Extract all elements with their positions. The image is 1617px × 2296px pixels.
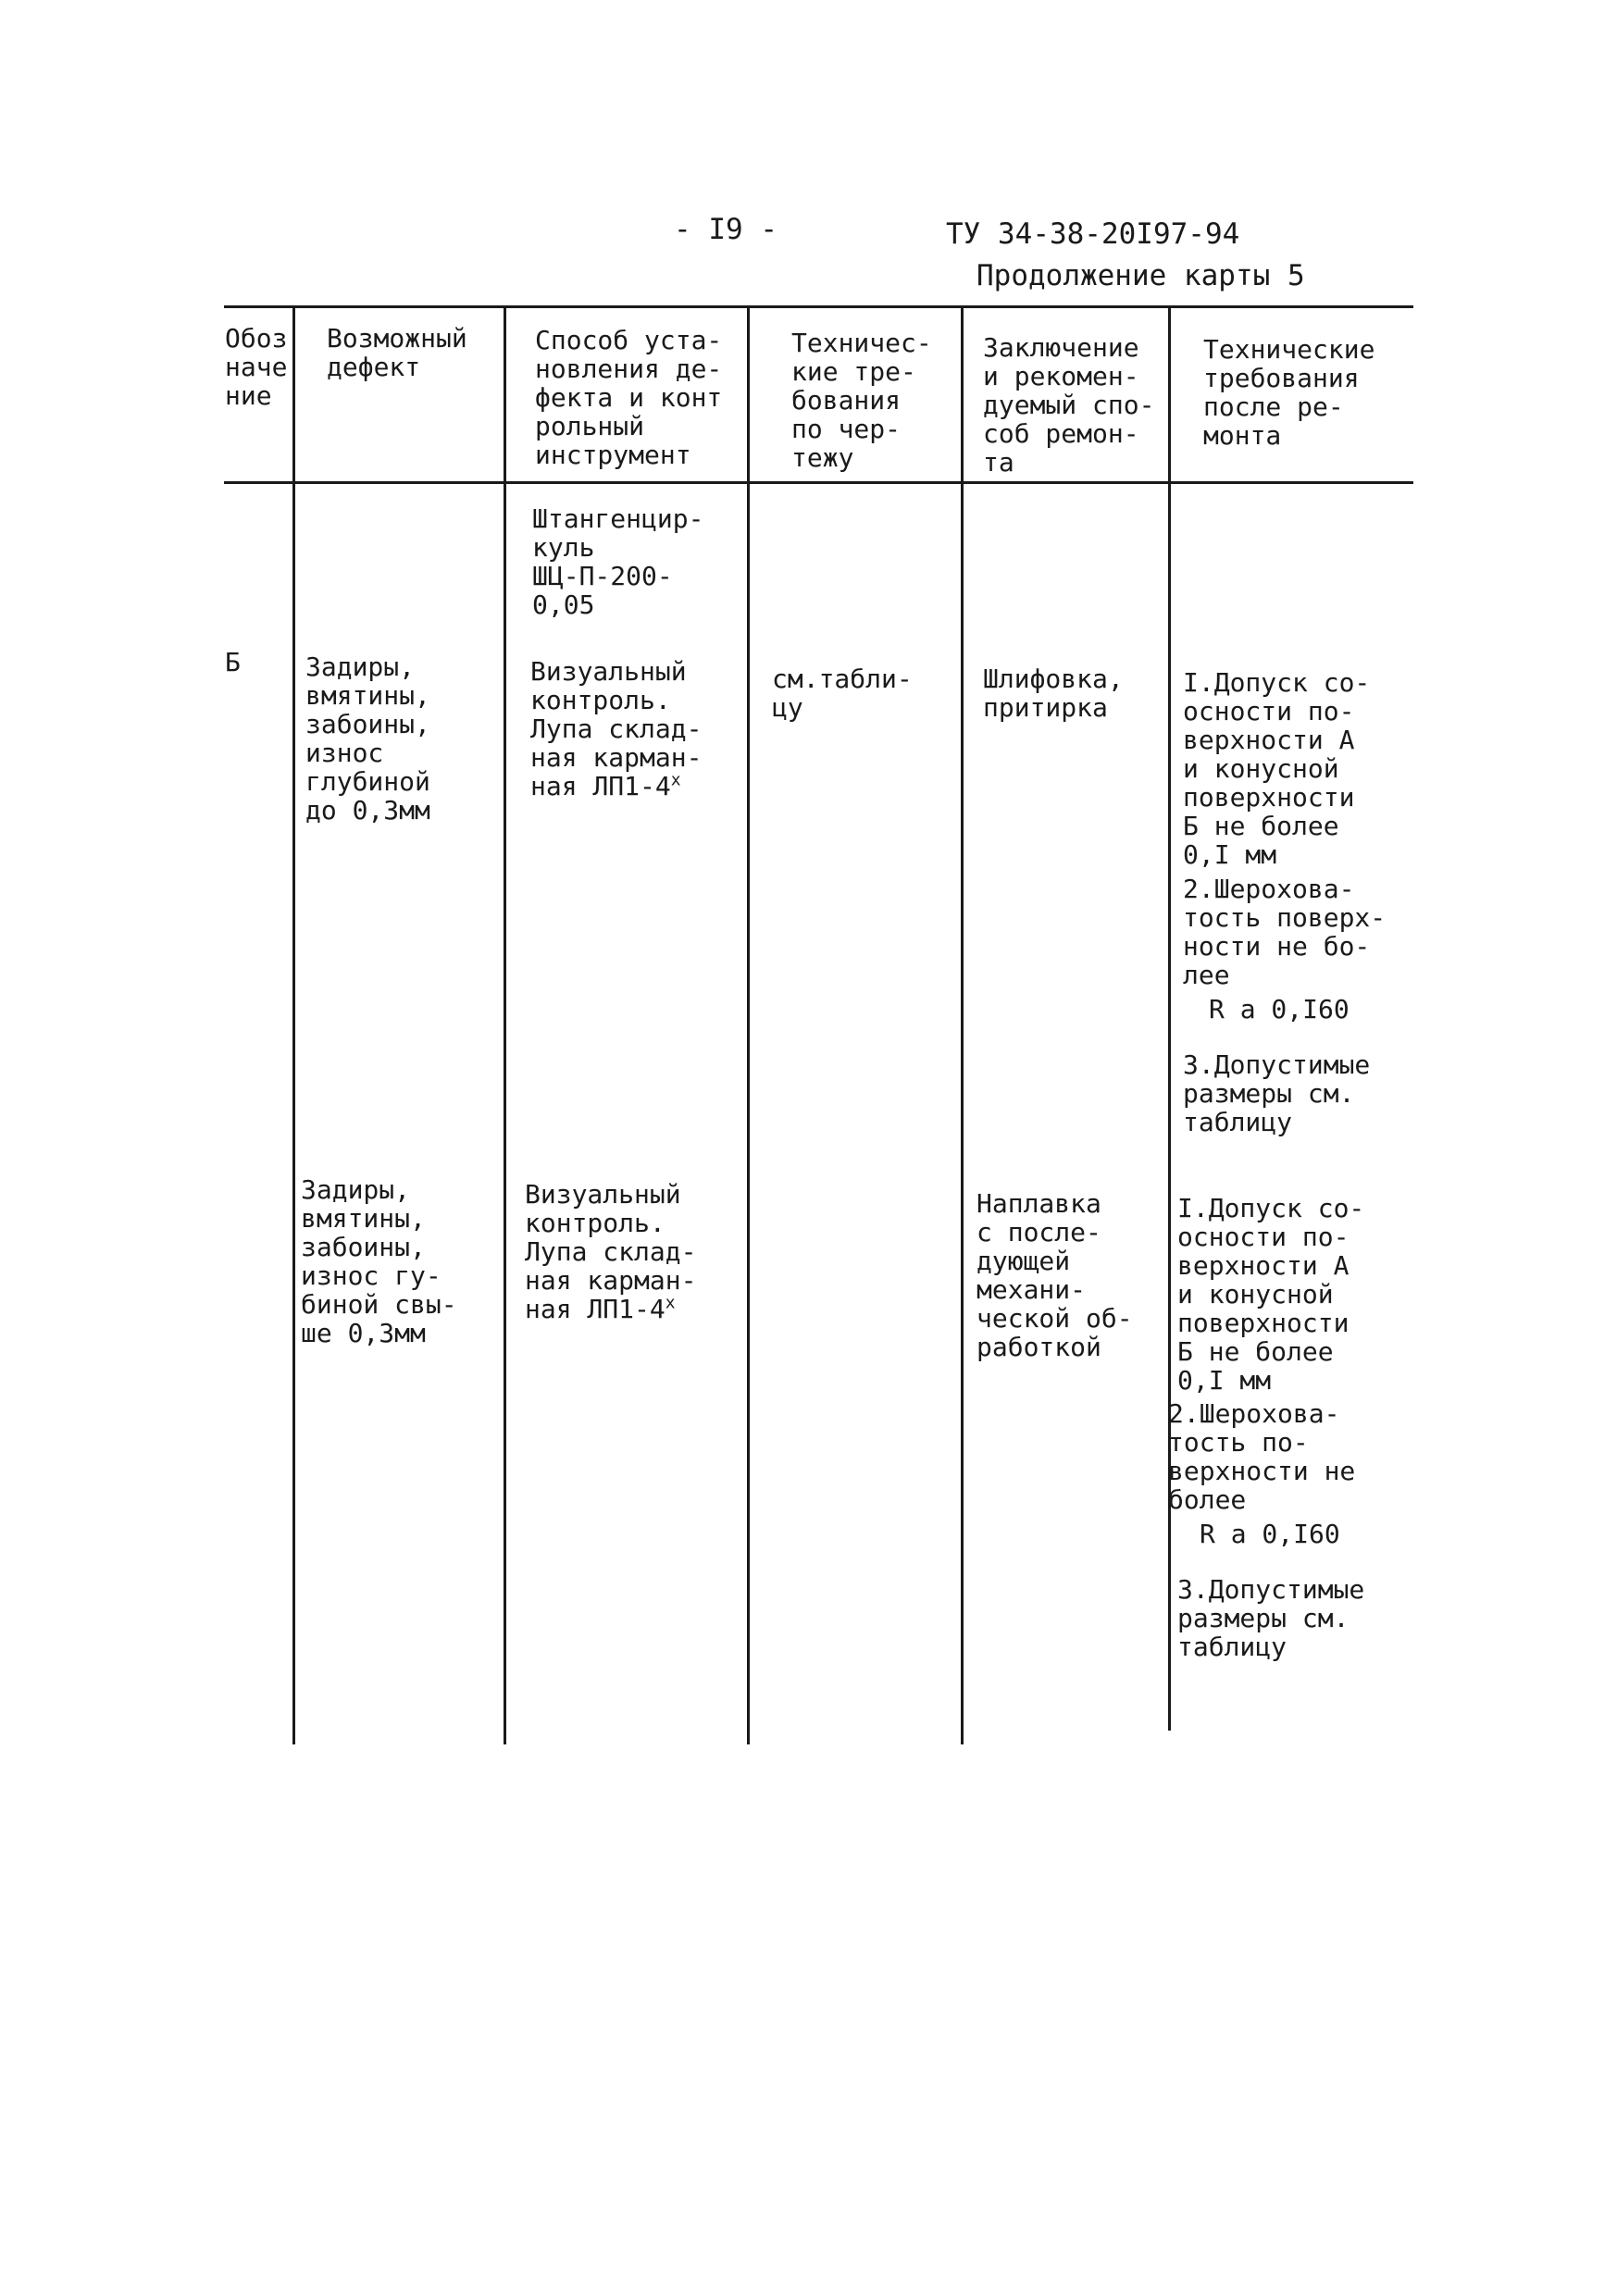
document-code: ТУ 34-38-20I97-94 (946, 217, 1240, 251)
row1-requirement-2: 2.Шерохова- тость поверх- ности не бо- лее (1183, 874, 1387, 990)
row1-defect: Задиры, вмятины, забоины, износ глубиной до 0,3мм (305, 652, 430, 825)
column-divider-5 (1168, 305, 1171, 1731)
page-number: - I9 - (674, 213, 777, 246)
column-divider-2 (504, 305, 506, 1744)
column-divider-3 (747, 305, 750, 1744)
row2-conclusion: Наплавка с после- дующей механи- ческой об- работкой (976, 1188, 1133, 1362)
row2-defect: Задиры, вмятины, забоины, износ гу- биной свы- ше 0,3мм (301, 1174, 457, 1348)
row1-drawing-requirements: см.табли- цу (772, 664, 913, 723)
column-divider-4 (961, 305, 964, 1744)
row2-requirement-2: 2.Шерохова- тость по- верхности не более (1168, 1398, 1356, 1515)
column-divider-1 (292, 305, 295, 1744)
row1-method: Визуальный контроль. Лупа склад- ная карман- ная ЛП1-4$^x$ (530, 656, 703, 801)
row2-roughness-value: R a 0,I60 (1200, 1519, 1340, 1549)
continuation-label: Продолжение карты 5 (976, 259, 1305, 292)
row1-requirement-3: 3.Допустимые размеры см. таблицу (1183, 1049, 1371, 1137)
row1-designation: Б (225, 647, 241, 677)
row2-requirement-1: I.Допуск со- осности по- верхности А и конусной поверхности Б не более 0,I мм (1177, 1193, 1365, 1396)
row1-requirement-1: I.Допуск со- осности по- верхности А и конусной поверхности Б не более 0,I мм (1183, 667, 1371, 870)
header-designation: Обоз наче ние (225, 323, 288, 411)
header-defect: Возможный дефект (327, 323, 467, 382)
row2-method: Визуальный контроль. Лупа склад- ная карман- ная ЛП1-4$^x$ (525, 1179, 697, 1324)
header-conclusion: Заключение и рекомен- дуемый спо- соб ремон- та (983, 332, 1155, 478)
header-method: Способ уста- новления де- фекта и конт рольный инструмент (535, 325, 723, 470)
table-header-rule (224, 481, 1413, 484)
row2-requirement-3: 3.Допустимые размеры см. таблицу (1177, 1574, 1365, 1662)
header-repair-requirements: Технические требования после ре- монта (1203, 334, 1375, 451)
measuring-tool: Штангенцир- куль ШЦ-П-200- 0,05 (532, 503, 704, 620)
table-top-rule (224, 305, 1413, 308)
row1-conclusion: Шлифовка, притирка (983, 664, 1124, 723)
row1-roughness-value: R a 0,I60 (1209, 994, 1350, 1024)
header-drawing-requirements: Техничес- кие тре- бования по чер- тежу (791, 328, 932, 473)
